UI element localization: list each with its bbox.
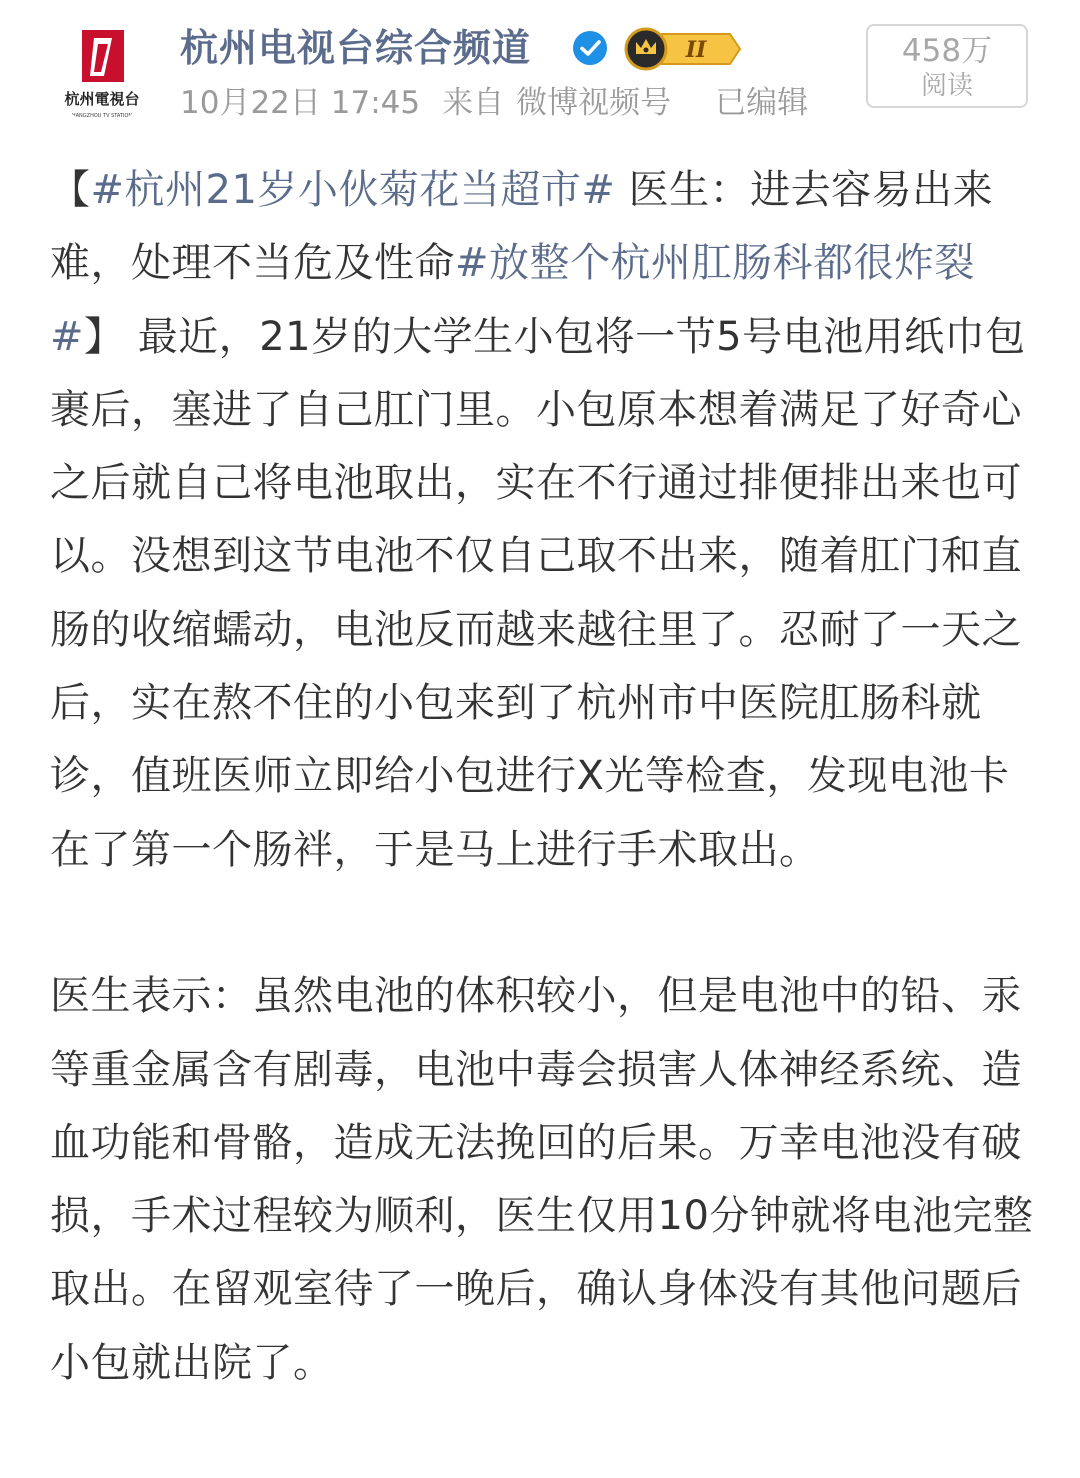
hangzhou-tv-logo-icon: [52, 24, 152, 124]
post-paragraph-2: 医生表示：虽然电池的体积较小，但是电池中的铅、汞等重金属含有剧毒，电池中毒会损害人体神经系统、造血功能和骨骼，造成无法挽回的后果。万幸电池没有破损，手术过程较为顺利，医生仅用10分钟就将电池完整取出。在留观室待了一晚后，确认身体没有其他问题后小包就出院了。: [50, 973, 1034, 1386]
source-prefix: 来自: [442, 85, 505, 121]
post-header: [0, 0, 1080, 140]
post-body-1: 最近，21岁的大学生小包将一节5号电池用纸巾包裹后，塞进了自己肛门里。小包原本想着满足了好奇心之后就自己将电池取出，实在不行通过排便排出来也可以。没想到这节电池不仅自己取不出来，随着肛门和直肠的收缩蠕动，电池反而越来越往里了。忍耐了一天之后，实在熬不住的小包来到了杭州市中医院肛肠科就诊，值班医师立即给小包进行X光等检查，发现电池卡在了第一个肠袢，于是马上进行手术取出。: [50, 313, 1026, 873]
edited-label[interactable]: 已编辑: [715, 85, 809, 121]
open-bracket: 【: [50, 167, 91, 213]
paragraph-gap: [50, 887, 1035, 960]
topic-link-1[interactable]: #杭州21岁小伙菊花当超市#: [90, 167, 616, 213]
source-name: 微博视频号: [516, 85, 672, 121]
post-paragraph-1: [50, 154, 1035, 887]
verified-badge-icon: [572, 30, 608, 66]
read-count-box: [866, 24, 1028, 108]
post-meta: [180, 80, 830, 126]
avatar[interactable]: [52, 24, 152, 124]
post-source[interactable]: [442, 85, 671, 121]
avatar-logo-text: 杭州電視台: [64, 90, 140, 108]
read-count-number: 458万: [901, 33, 993, 69]
topic-link-2[interactable]: #放整个杭州肛肠科都很炸裂#: [50, 240, 976, 360]
read-count-label: 阅读: [920, 71, 973, 101]
post-headline: 医生：进去容易出来难，处理不当危及性命: [50, 167, 994, 287]
post-date: 10月22日 17:45: [180, 85, 421, 121]
post-content: [50, 154, 1035, 1400]
author-name[interactable]: 杭州电视台综合频道: [180, 26, 532, 70]
close-bracket: 】: [84, 313, 125, 360]
avatar-logo-subtext: HANGZHOU TV STATION: [71, 113, 133, 119]
crown-level-badge-icon[interactable]: [622, 26, 742, 72]
level-badge-text: II: [685, 37, 707, 63]
